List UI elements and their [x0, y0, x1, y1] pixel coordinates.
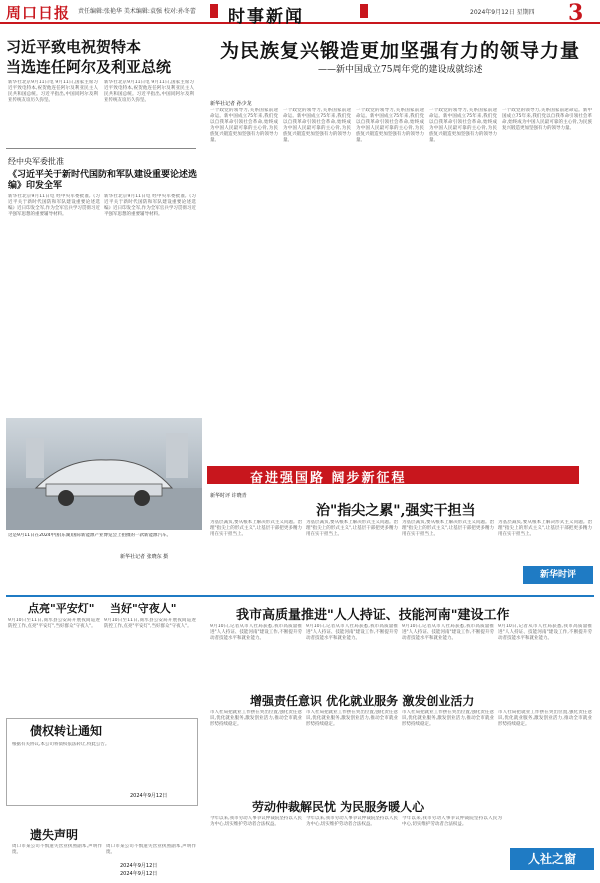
left-top-body-col1: 新华社北京9月11日电 9月11日,国家主席习近平致电特本,祝贺他连任阿尔及利亚民主人民共和国总统。习近平指出,中国同阿尔及利亚传统友谊历久弥坚。: [8, 80, 98, 103]
editor-info: 责任编辑:张艳华 美术编辑:袁强 校对:孙冬蕾: [78, 8, 196, 15]
photo-caption: 这是9月11日在2024中国(东湖)国际新能源产业博览会上拍摄的一款新能源汽车。: [8, 533, 172, 538]
lost-notice-body: 周口市某公司不慎遗失营业执照副本,声明作废。: [12, 844, 102, 855]
main-body-col2: 一个政党的领导力,关系国家前途命运。新中国成立75年来,我们党以自我革命引领社会革命,始终成为中国人民最可靠的主心骨,为民族复兴锻造更加坚强有力的领导力量。: [283, 108, 351, 143]
lost-notice-body-2: 周口市某公司不慎遗失营业执照副本,声明作废。: [106, 844, 196, 855]
skills-body-col2: 9月10日,记者从市人社局获悉,我市高质量推进"人人持证、技能河南"建设工作,不断提升劳动者技能水平和就业能力。: [306, 624, 398, 641]
commentary-headline: 治"指尖之累",强实干担当: [316, 503, 476, 519]
lost-notice-title: 遗失声明: [30, 828, 79, 842]
skills-headline: 我市高质量推进"人人持证、技能河南"建设工作: [236, 608, 510, 623]
commentary-body-col4: 为基层减负,要从根本上解决形式主义问题。治理"指尖上的形式主义",让基层干部把更多精力用在实干担当上。: [498, 520, 592, 537]
main-subhead: ——新中国成立75周年党的建设成就综述: [318, 65, 483, 75]
newspaper-logo: 周口日报: [6, 4, 71, 22]
skills-body-col4: 9月10日,记者从市人社局获悉,我市高质量推进"人人持证、技能河南"建设工作,不断提升劳动者技能水平和就业能力。: [498, 624, 592, 641]
xinhua-commentary-badge: 新华时评: [523, 566, 593, 584]
pinganlight-headline-1: 点亮"平安灯": [28, 602, 95, 615]
slogan-text: 奋进强国路 阔步新征程: [250, 471, 407, 486]
main-byline: 新华社记者 孙少龙: [210, 101, 252, 107]
arbitration-body-col1: 今年以来,我市劳动人事争议仲裁院坚持以人民为中心,切实维护劳动者合法权益。: [210, 816, 302, 827]
military-headline: 《习近平关于新时代国防和军队建设重要论述选编》印发全军: [8, 170, 198, 191]
skills-body-col1: 9月10日,记者从市人社局获悉,我市高质量推进"人人持证、技能河南"建设工作,不断提升劳动者技能水平和就业能力。: [210, 624, 302, 641]
military-body-col1: 新华社北京9月11日电 经中央军委批准,《习近平关于新时代国防和军队建设重要论述选编》近日印发全军,作为全军官兵学习贯彻习近平强军思想的重要辅导材料。: [8, 194, 100, 217]
left-top-body-col2: 新华社北京9月11日电 9月11日,国家主席习近平致电特本,祝贺他连任阿尔及利亚民主人民共和国总统。习近平指出,中国同阿尔及利亚传统友谊历久弥坚。: [104, 80, 194, 103]
main-body-col3: 一个政党的领导力,关系国家前途命运。新中国成立75年来,我们党以自我革命引领社会革命,始终成为中国人民最可靠的主心骨,为民族复兴锻造更加坚强有力的领导力量。: [356, 108, 424, 143]
left-headline-2: 当选连任阿尔及利亚总统: [6, 58, 172, 76]
arbitration-headline: 劳动仲裁解民忧 为民服务暖人心: [252, 800, 425, 814]
main-body-col1: 一个政党的领导力,关系国家前途命运。新中国成立75年来,我们党以自我革命引领社会革命,始终成为中国人民最可靠的主心骨,为民族复兴锻造更加坚强有力的领导力量。: [210, 108, 278, 143]
main-headline: 为民族复兴锻造更加坚强有力的领导力量: [220, 40, 581, 62]
debt-notice-body: 根据有关协议,本公司将债权依法转让,特此公告。: [12, 742, 110, 747]
skills-body-col3: 9月10日,记者从市人社局获悉,我市高质量推进"人人持证、技能河南"建设工作,不断提升劳动者技能水平和就业能力。: [402, 624, 494, 641]
renshe-column-tag: 人社之窗: [510, 848, 594, 870]
pinganlight-headline-2: 当好"守夜人": [110, 602, 177, 615]
commentary-body-col1: 为基层减负,要从根本上解决形式主义问题。治理"指尖上的形式主义",让基层干部把更多精力用在实干担当上。: [210, 520, 302, 537]
employment-body-col4: 市人社局把就业工作摆在突出位置,强化责任意识,优化就业服务,激发创业活力,推动全市就业形势持续稳定。: [498, 710, 592, 727]
section-bar-left: [210, 4, 218, 18]
debt-notice-title: 债权转让通知: [30, 724, 103, 738]
debt-notice-date: 2024年9月12日: [130, 793, 168, 799]
pinganlight-body-col1: 9月10日至11日,商水县公安局开展夜间巡逻防控工作,点亮"平安灯",当好群众"守夜人"。: [8, 618, 100, 629]
employment-body-col2: 市人社局把就业工作摆在突出位置,强化责任意识,优化就业服务,激发创业活力,推动全市就业形势持续稳定。: [306, 710, 398, 727]
issue-date: 2024年9月12日 星期四: [470, 9, 535, 16]
pinganlight-body-col2: 9月10日至11日,商水县公安局开展夜间巡逻防控工作,点亮"平安灯",当好群众"守夜人"。: [104, 618, 196, 629]
commentary-body-col2: 为基层减负,要从根本上解决形式主义问题。治理"指尖上的形式主义",让基层干部把更多精力用在实干担当上。: [306, 520, 398, 537]
commentary-body-col3: 为基层减负,要从根本上解决形式主义问题。治理"指尖上的形式主义",让基层干部把更多精力用在实干担当上。: [402, 520, 494, 537]
arbitration-body-col2: 今年以来,我市劳动人事争议仲裁院坚持以人民为中心,切实维护劳动者合法权益。: [306, 816, 398, 827]
military-kicker: 经中央军委批准: [8, 157, 64, 166]
arbitration-body-col3: 今年以来,我市劳动人事争议仲裁院坚持以人民为中心,切实维护劳动者合法权益。: [402, 816, 502, 827]
section-title: 时事新闻: [228, 7, 304, 27]
employment-headline: 增强责任意识 优化就业服务 激发创业活力: [250, 694, 475, 708]
military-body-col2: 新华社北京9月11日电 经中央军委批准,《习近平关于新时代国防和军队建设重要论述选编》近日印发全军,作为全军官兵学习贯彻习近平强军思想的重要辅导材料。: [104, 194, 196, 217]
left-headline-1: 习近平致电祝贺特本: [6, 38, 142, 56]
commentary-byline: 新华时评 许晓青: [210, 493, 247, 499]
main-body-col4: 一个政党的领导力,关系国家前途命运。新中国成立75年来,我们党以自我革命引领社会革命,始终成为中国人民最可靠的主心骨,为民族复兴锻造更加坚强有力的领导力量。: [429, 108, 497, 143]
section-divider: [6, 595, 594, 597]
lost-notice-date-2: 2024年9月12日: [120, 871, 158, 877]
section-bar-right: [360, 4, 368, 18]
car-illustration: [6, 418, 202, 530]
main-body-col5: 一个政党的领导力,关系国家前途命运。新中国成立75年来,我们党以自我革命引领社会革命,始终成为中国人民最可靠的主心骨,为民族复兴锻造更加坚强有力的领导力量。: [502, 108, 592, 131]
photo-credit: 新华社记者 张晓东 摄: [120, 554, 169, 560]
employment-body-col1: 市人社局把就业工作摆在突出位置,强化责任意识,优化就业服务,激发创业活力,推动全市就业形势持续稳定。: [210, 710, 302, 727]
lost-notice-date-1: 2024年9月12日: [120, 863, 158, 869]
page-number: 3: [568, 0, 584, 26]
employment-body-col3: 市人社局把就业工作摆在突出位置,强化责任意识,优化就业服务,激发创业活力,推动全市就业形势持续稳定。: [402, 710, 494, 727]
news-photo: [6, 418, 202, 530]
divider: [6, 148, 196, 149]
